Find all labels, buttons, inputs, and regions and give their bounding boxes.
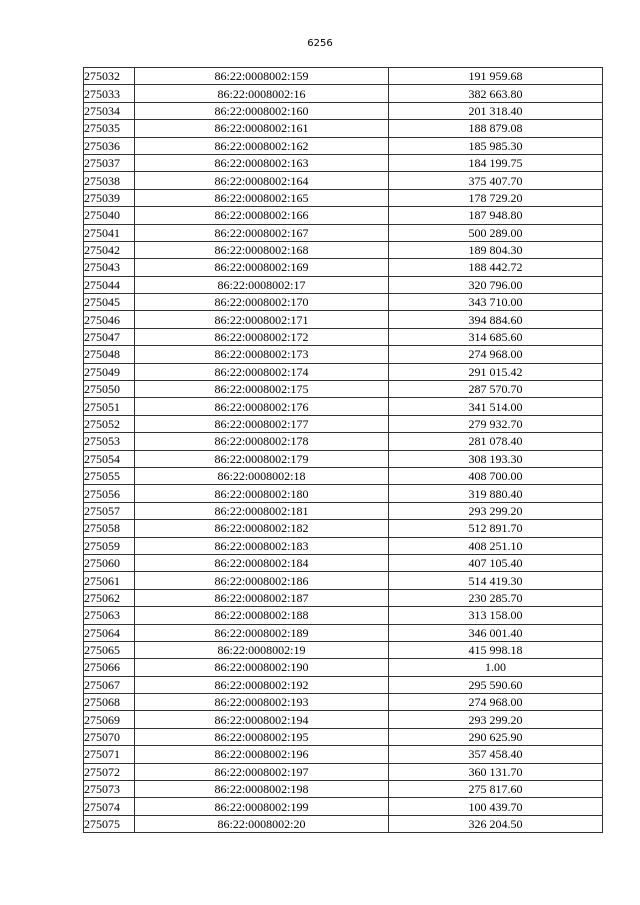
cadastral-number-cell: 86:22:0008002:178 (135, 433, 389, 450)
row-number-cell: 275044 (84, 276, 135, 293)
row-number-cell: 275059 (84, 537, 135, 554)
cadastral-number-cell: 86:22:0008002:182 (135, 520, 389, 537)
cadastral-number-cell: 86:22:0008002:161 (135, 120, 389, 137)
cadastral-number-cell: 86:22:0008002:195 (135, 728, 389, 745)
cadastral-value-cell: 326 204.50 (389, 815, 603, 832)
cadastral-number-cell: 86:22:0008002:20 (135, 815, 389, 832)
row-number-cell: 275071 (84, 746, 135, 763)
cadastral-value-cell: 415 998.18 (389, 641, 603, 658)
row-number-cell: 275038 (84, 172, 135, 189)
cadastral-number-cell: 86:22:0008002:167 (135, 224, 389, 241)
cadastral-value-cell: 188 442.72 (389, 259, 603, 276)
table-row (84, 346, 603, 363)
table-row (84, 85, 603, 102)
cadastral-value-cell: 274 968.00 (389, 694, 603, 711)
cadastral-number-cell: 86:22:0008002:16 (135, 85, 389, 102)
table-row (84, 659, 603, 676)
table-row (84, 502, 603, 519)
cadastral-number-cell: 86:22:0008002:168 (135, 241, 389, 258)
cadastral-number-cell: 86:22:0008002:160 (135, 102, 389, 119)
cadastral-number-cell: 86:22:0008002:192 (135, 676, 389, 693)
cadastral-value-cell: 187 948.80 (389, 207, 603, 224)
table-row (84, 154, 603, 171)
table-row (84, 415, 603, 432)
row-number-cell: 275049 (84, 363, 135, 380)
table-row (84, 554, 603, 571)
cadastral-number-cell: 86:22:0008002:190 (135, 659, 389, 676)
cadastral-number-cell: 86:22:0008002:165 (135, 189, 389, 206)
table-row (84, 328, 603, 345)
row-number-cell: 275047 (84, 328, 135, 345)
cadastral-value-cell: 275 817.60 (389, 781, 603, 798)
row-number-cell: 275068 (84, 694, 135, 711)
row-number-cell: 275057 (84, 502, 135, 519)
cadastral-value-cell: 343 710.00 (389, 294, 603, 311)
cadastral-number-cell: 86:22:0008002:194 (135, 711, 389, 728)
table-row (84, 311, 603, 328)
table-row (84, 120, 603, 137)
cadastral-value-cell: 512 891.70 (389, 520, 603, 537)
row-number-cell: 275051 (84, 398, 135, 415)
cadastral-number-cell: 86:22:0008002:196 (135, 746, 389, 763)
cadastral-value-cell: 185 985.30 (389, 137, 603, 154)
cadastral-number-cell: 86:22:0008002:181 (135, 502, 389, 519)
cadastral-value-cell: 1.00 (389, 659, 603, 676)
table-row (84, 624, 603, 641)
table-row (84, 798, 603, 815)
table-row (84, 607, 603, 624)
cadastral-number-cell: 86:22:0008002:159 (135, 68, 389, 85)
cadastral-value-cell: 394 884.60 (389, 311, 603, 328)
cadastral-number-cell: 86:22:0008002:172 (135, 328, 389, 345)
cadastral-number-cell: 86:22:0008002:163 (135, 154, 389, 171)
row-number-cell: 275041 (84, 224, 135, 241)
row-number-cell: 275033 (84, 85, 135, 102)
cadastral-number-cell: 86:22:0008002:173 (135, 346, 389, 363)
row-number-cell: 275058 (84, 520, 135, 537)
row-number-cell: 275035 (84, 120, 135, 137)
row-number-cell: 275042 (84, 241, 135, 258)
table-row (84, 589, 603, 606)
cadastral-value-cell: 191 959.68 (389, 68, 603, 85)
row-number-cell: 275046 (84, 311, 135, 328)
cadastral-number-cell: 86:22:0008002:189 (135, 624, 389, 641)
table-row (84, 241, 603, 258)
table-row (84, 433, 603, 450)
table-row (84, 398, 603, 415)
cadastral-value-cell: 360 131.70 (389, 763, 603, 780)
cadastral-value-cell: 514 419.30 (389, 572, 603, 589)
table-row (84, 694, 603, 711)
cadastral-number-cell: 86:22:0008002:175 (135, 381, 389, 398)
cadastral-number-cell: 86:22:0008002:174 (135, 363, 389, 380)
row-number-cell: 275064 (84, 624, 135, 641)
cadastral-value-cell: 320 796.00 (389, 276, 603, 293)
row-number-cell: 275073 (84, 781, 135, 798)
table-row (84, 641, 603, 658)
cadastral-number-cell: 86:22:0008002:166 (135, 207, 389, 224)
cadastral-value-cell: 295 590.60 (389, 676, 603, 693)
row-number-cell: 275072 (84, 763, 135, 780)
cadastral-value-cell: 188 879.08 (389, 120, 603, 137)
cadastral-number-cell: 86:22:0008002:199 (135, 798, 389, 815)
cadastral-number-cell: 86:22:0008002:198 (135, 781, 389, 798)
cadastral-number-cell: 86:22:0008002:19 (135, 641, 389, 658)
row-number-cell: 275061 (84, 572, 135, 589)
cadastral-number-cell: 86:22:0008002:193 (135, 694, 389, 711)
cadastral-number-cell: 86:22:0008002:183 (135, 537, 389, 554)
cadastral-value-cell: 308 193.30 (389, 450, 603, 467)
row-number-cell: 275069 (84, 711, 135, 728)
table-row (84, 467, 603, 484)
cadastral-value-cell: 314 685.60 (389, 328, 603, 345)
cadastral-value-cell: 408 251.10 (389, 537, 603, 554)
table-row (84, 137, 603, 154)
row-number-cell: 275037 (84, 154, 135, 171)
table-row (84, 711, 603, 728)
table-row (84, 728, 603, 745)
row-number-cell: 275052 (84, 415, 135, 432)
row-number-cell: 275034 (84, 102, 135, 119)
cadastral-value-cell: 279 932.70 (389, 415, 603, 432)
cadastral-value-cell: 357 458.40 (389, 746, 603, 763)
cadastral-value-cell: 281 078.40 (389, 433, 603, 450)
row-number-cell: 275050 (84, 381, 135, 398)
cadastral-number-cell: 86:22:0008002:171 (135, 311, 389, 328)
table-row (84, 276, 603, 293)
row-number-cell: 275066 (84, 659, 135, 676)
cadastral-number-cell: 86:22:0008002:169 (135, 259, 389, 276)
row-number-cell: 275056 (84, 485, 135, 502)
cadastral-value-cell: 382 663.80 (389, 85, 603, 102)
row-number-cell: 275054 (84, 450, 135, 467)
cadastral-value-cell: 407 105.40 (389, 554, 603, 571)
row-number-cell: 275036 (84, 137, 135, 154)
row-number-cell: 275045 (84, 294, 135, 311)
table-row (84, 207, 603, 224)
cadastral-number-cell: 86:22:0008002:18 (135, 467, 389, 484)
cadastral-number-cell: 86:22:0008002:17 (135, 276, 389, 293)
table-row (84, 189, 603, 206)
table-row (84, 381, 603, 398)
row-number-cell: 275075 (84, 815, 135, 832)
cadastral-value-table (83, 67, 603, 833)
table-row (84, 224, 603, 241)
cadastral-value-cell: 341 514.00 (389, 398, 603, 415)
row-number-cell: 275032 (84, 68, 135, 85)
cadastral-number-cell: 86:22:0008002:187 (135, 589, 389, 606)
table-row (84, 294, 603, 311)
cadastral-number-cell: 86:22:0008002:170 (135, 294, 389, 311)
table-row (84, 763, 603, 780)
page-number: 6256 (307, 38, 333, 49)
row-number-cell: 275062 (84, 589, 135, 606)
cadastral-number-cell: 86:22:0008002:179 (135, 450, 389, 467)
table-row (84, 485, 603, 502)
row-number-cell: 275065 (84, 641, 135, 658)
table-row (84, 172, 603, 189)
row-number-cell: 275074 (84, 798, 135, 815)
cadastral-number-cell: 86:22:0008002:176 (135, 398, 389, 415)
table-row (84, 572, 603, 589)
cadastral-number-cell: 86:22:0008002:177 (135, 415, 389, 432)
cadastral-value-cell: 290 625.90 (389, 728, 603, 745)
cadastral-number-cell: 86:22:0008002:180 (135, 485, 389, 502)
row-number-cell: 275048 (84, 346, 135, 363)
cadastral-value-cell: 184 199.75 (389, 154, 603, 171)
table-row (84, 363, 603, 380)
cadastral-value-cell: 375 407.70 (389, 172, 603, 189)
table-row (84, 746, 603, 763)
cadastral-value-cell: 189 804.30 (389, 241, 603, 258)
row-number-cell: 275070 (84, 728, 135, 745)
cadastral-value-cell: 313 158.00 (389, 607, 603, 624)
table-row (84, 520, 603, 537)
table-row (84, 259, 603, 276)
cadastral-value-cell: 346 001.40 (389, 624, 603, 641)
cadastral-number-cell: 86:22:0008002:186 (135, 572, 389, 589)
cadastral-value-cell: 230 285.70 (389, 589, 603, 606)
table-row (84, 68, 603, 85)
row-number-cell: 275055 (84, 467, 135, 484)
row-number-cell: 275060 (84, 554, 135, 571)
table-body (84, 68, 603, 833)
row-number-cell: 275043 (84, 259, 135, 276)
table-row (84, 450, 603, 467)
cadastral-value-cell: 178 729.20 (389, 189, 603, 206)
cadastral-value-cell: 500 289.00 (389, 224, 603, 241)
row-number-cell: 275067 (84, 676, 135, 693)
table-row (84, 102, 603, 119)
table-row (84, 676, 603, 693)
cadastral-value-cell: 293 299.20 (389, 502, 603, 519)
table-row (84, 781, 603, 798)
cadastral-value-cell: 201 318.40 (389, 102, 603, 119)
cadastral-value-cell: 274 968.00 (389, 346, 603, 363)
cadastral-value-cell: 287 570.70 (389, 381, 603, 398)
table-row (84, 537, 603, 554)
cadastral-value-cell: 100 439.70 (389, 798, 603, 815)
row-number-cell: 275039 (84, 189, 135, 206)
cadastral-value-cell: 319 880.40 (389, 485, 603, 502)
cadastral-value-cell: 408 700.00 (389, 467, 603, 484)
cadastral-number-cell: 86:22:0008002:197 (135, 763, 389, 780)
cadastral-value-cell: 291 015.42 (389, 363, 603, 380)
row-number-cell: 275053 (84, 433, 135, 450)
cadastral-number-cell: 86:22:0008002:164 (135, 172, 389, 189)
cadastral-number-cell: 86:22:0008002:162 (135, 137, 389, 154)
table-row (84, 815, 603, 832)
cadastral-number-cell: 86:22:0008002:184 (135, 554, 389, 571)
row-number-cell: 275040 (84, 207, 135, 224)
cadastral-number-cell: 86:22:0008002:188 (135, 607, 389, 624)
row-number-cell: 275063 (84, 607, 135, 624)
cadastral-value-cell: 293 299.20 (389, 711, 603, 728)
